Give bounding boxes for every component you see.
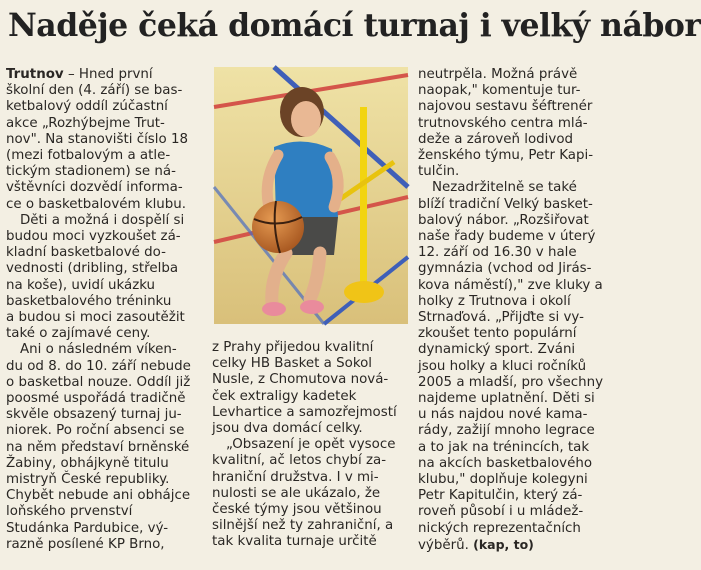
article-column-3 [418, 67, 616, 554]
text-line: holky z Trutnova i okolí [418, 293, 571, 309]
text-line: tulčin. [418, 164, 460, 180]
text-line: Žabiny, obhájkyně titulu [6, 455, 169, 471]
text-line: 12. září od 16.30 v hale [418, 245, 577, 261]
text-line: blíží tradiční Velký basket- [418, 196, 593, 212]
text-line: balový nábor. „Rozšiřovat [418, 212, 589, 228]
text-line: najdeme uplatnění. Děti si [418, 391, 595, 407]
text-line: neutrpěla. Možná právě [418, 67, 578, 82]
text-line: naše řady budeme v úterý [418, 229, 596, 245]
text-line: Petr Kapitulčin, který zá- [418, 488, 583, 504]
text-line: „Obsazení je opět vysoce [226, 437, 396, 453]
text-line: ženského týmu, Petr Kapi- [418, 148, 594, 164]
text-line: loňského prvenství [6, 504, 133, 520]
text-line: kova náměstí)," zve kluky a [418, 277, 603, 293]
text-line: u nás najdou nové kama- [418, 407, 588, 423]
text-line: a budou si moci zasoutěžit [6, 310, 185, 326]
article-column-2 [212, 340, 408, 551]
text-line: 2005 a mladší, pro všechny [418, 374, 604, 390]
text-line: a to jak na trénincích, tak [418, 439, 590, 455]
text-line: na akcích basketbalového [418, 455, 593, 471]
text-line: mistryň České republiky. [6, 472, 170, 488]
author-signature: (kap, to) [473, 536, 534, 552]
text-line: skvěle obsazený turnaj ju- [6, 407, 182, 423]
text-line: Ani o následném víken- [20, 342, 177, 358]
text-line [418, 537, 616, 554]
photo-girl-dribbling-basketball [214, 67, 408, 324]
text-line: o basketbal nouze. Oddíl již [6, 374, 191, 390]
text-line: rády, zažijí mnoho legrace [418, 423, 595, 439]
text-line: ce o basketbalovém klubu. [6, 196, 187, 212]
text-line: na něm představí brněnské [6, 439, 190, 455]
text-line: vednosti (dribling, střelba [6, 261, 179, 277]
text-line: Studánka Pardubice, vý- [6, 520, 169, 536]
text-line [6, 67, 206, 83]
text-line: hraniční družstva. I v mi- [212, 469, 379, 485]
text-line: basketbalového tréninku [6, 293, 172, 309]
text-line: také o zajímavé ceny. [6, 326, 151, 342]
text-line: Levhartice a samozřejmostí [212, 404, 397, 420]
article-lead-location: Trutnov [6, 67, 64, 82]
text-line: Nezadržitelně se také [432, 180, 577, 196]
text-line: celky HB Basket a Sokol [212, 356, 373, 372]
text-line: roveň působí i u mládež- [418, 504, 584, 520]
text-line: nických reprezentačních [418, 520, 581, 536]
article-headline: Naděje čeká domácí turnaj i velký nábor [8, 7, 701, 44]
text-line: deže a zároveň lodivod [418, 131, 574, 147]
text-line: trutnovského centra mlá- [418, 115, 588, 131]
text-line: du od 8. do 10. září nebude [6, 358, 191, 374]
text-line: Chybět nebude ani obhájce [6, 488, 191, 504]
text-line: Děti a možná i dospělí si [20, 212, 185, 228]
text-line: zkoušet tento populární [418, 326, 577, 342]
text-line: dynamický sport. Zváni [418, 342, 576, 358]
text-line: nov". Na stanovišti číslo 18 [6, 131, 188, 147]
text-line: jsou dva domácí celky. [212, 421, 363, 437]
text-line: poosmé uspořádá tradičně [6, 391, 186, 407]
text-line: kvalitní, ač letos chybí za- [212, 453, 387, 469]
text-line: Strnaďová. „Přijďte si vy- [418, 310, 584, 326]
text-fragment: – Hned první [67, 67, 153, 82]
text-line: budou moci vyzkoušet zá- [6, 229, 181, 245]
text-line: jsou holky a kluci ročníků [418, 358, 587, 374]
text-line: z Prahy přijedou kvalitní [212, 340, 374, 355]
text-line: školní den (4. září) se bas- [6, 83, 183, 99]
text-fragment: výběrů. [418, 537, 469, 553]
text-line: ček extraligy kadetek [212, 388, 357, 404]
text-line: akce „Rozhýbejme Trut- [6, 115, 165, 131]
text-line: nulosti se ale ukázalo, že [212, 485, 381, 501]
text-line: naopak," komentuje tur- [418, 83, 581, 99]
text-line: niorek. Po roční absenci se [6, 423, 185, 439]
text-line: najovou sestavu šéftrenér [418, 99, 593, 115]
text-line: české týmy jsou většinou [212, 502, 382, 518]
text-line: na koše), uvidí ukázku [6, 277, 156, 293]
text-line: tak kvalita turnaje určitě [212, 534, 377, 550]
article-column-1 [6, 67, 206, 553]
text-line: vštěvníci dozvědí informa- [6, 180, 183, 196]
text-line: tickým stadionem) se ná- [6, 164, 176, 180]
text-line: (mezi fotbalovým a atle- [6, 148, 171, 164]
text-line: Nusle, z Chomutova nová- [212, 372, 389, 388]
text-line: gymnázia (vchod od Jirás- [418, 261, 592, 277]
text-line: razně posílené KP Brno, [6, 536, 165, 552]
text-line: kladní basketbalové do- [6, 245, 166, 261]
text-line: ketbalový oddíl zúčastní [6, 99, 168, 115]
text-line: silnější než ty zahraniční, a [212, 518, 394, 534]
article-photo [214, 67, 408, 324]
text-line: klubu," doplňuje kolegyni [418, 472, 588, 488]
